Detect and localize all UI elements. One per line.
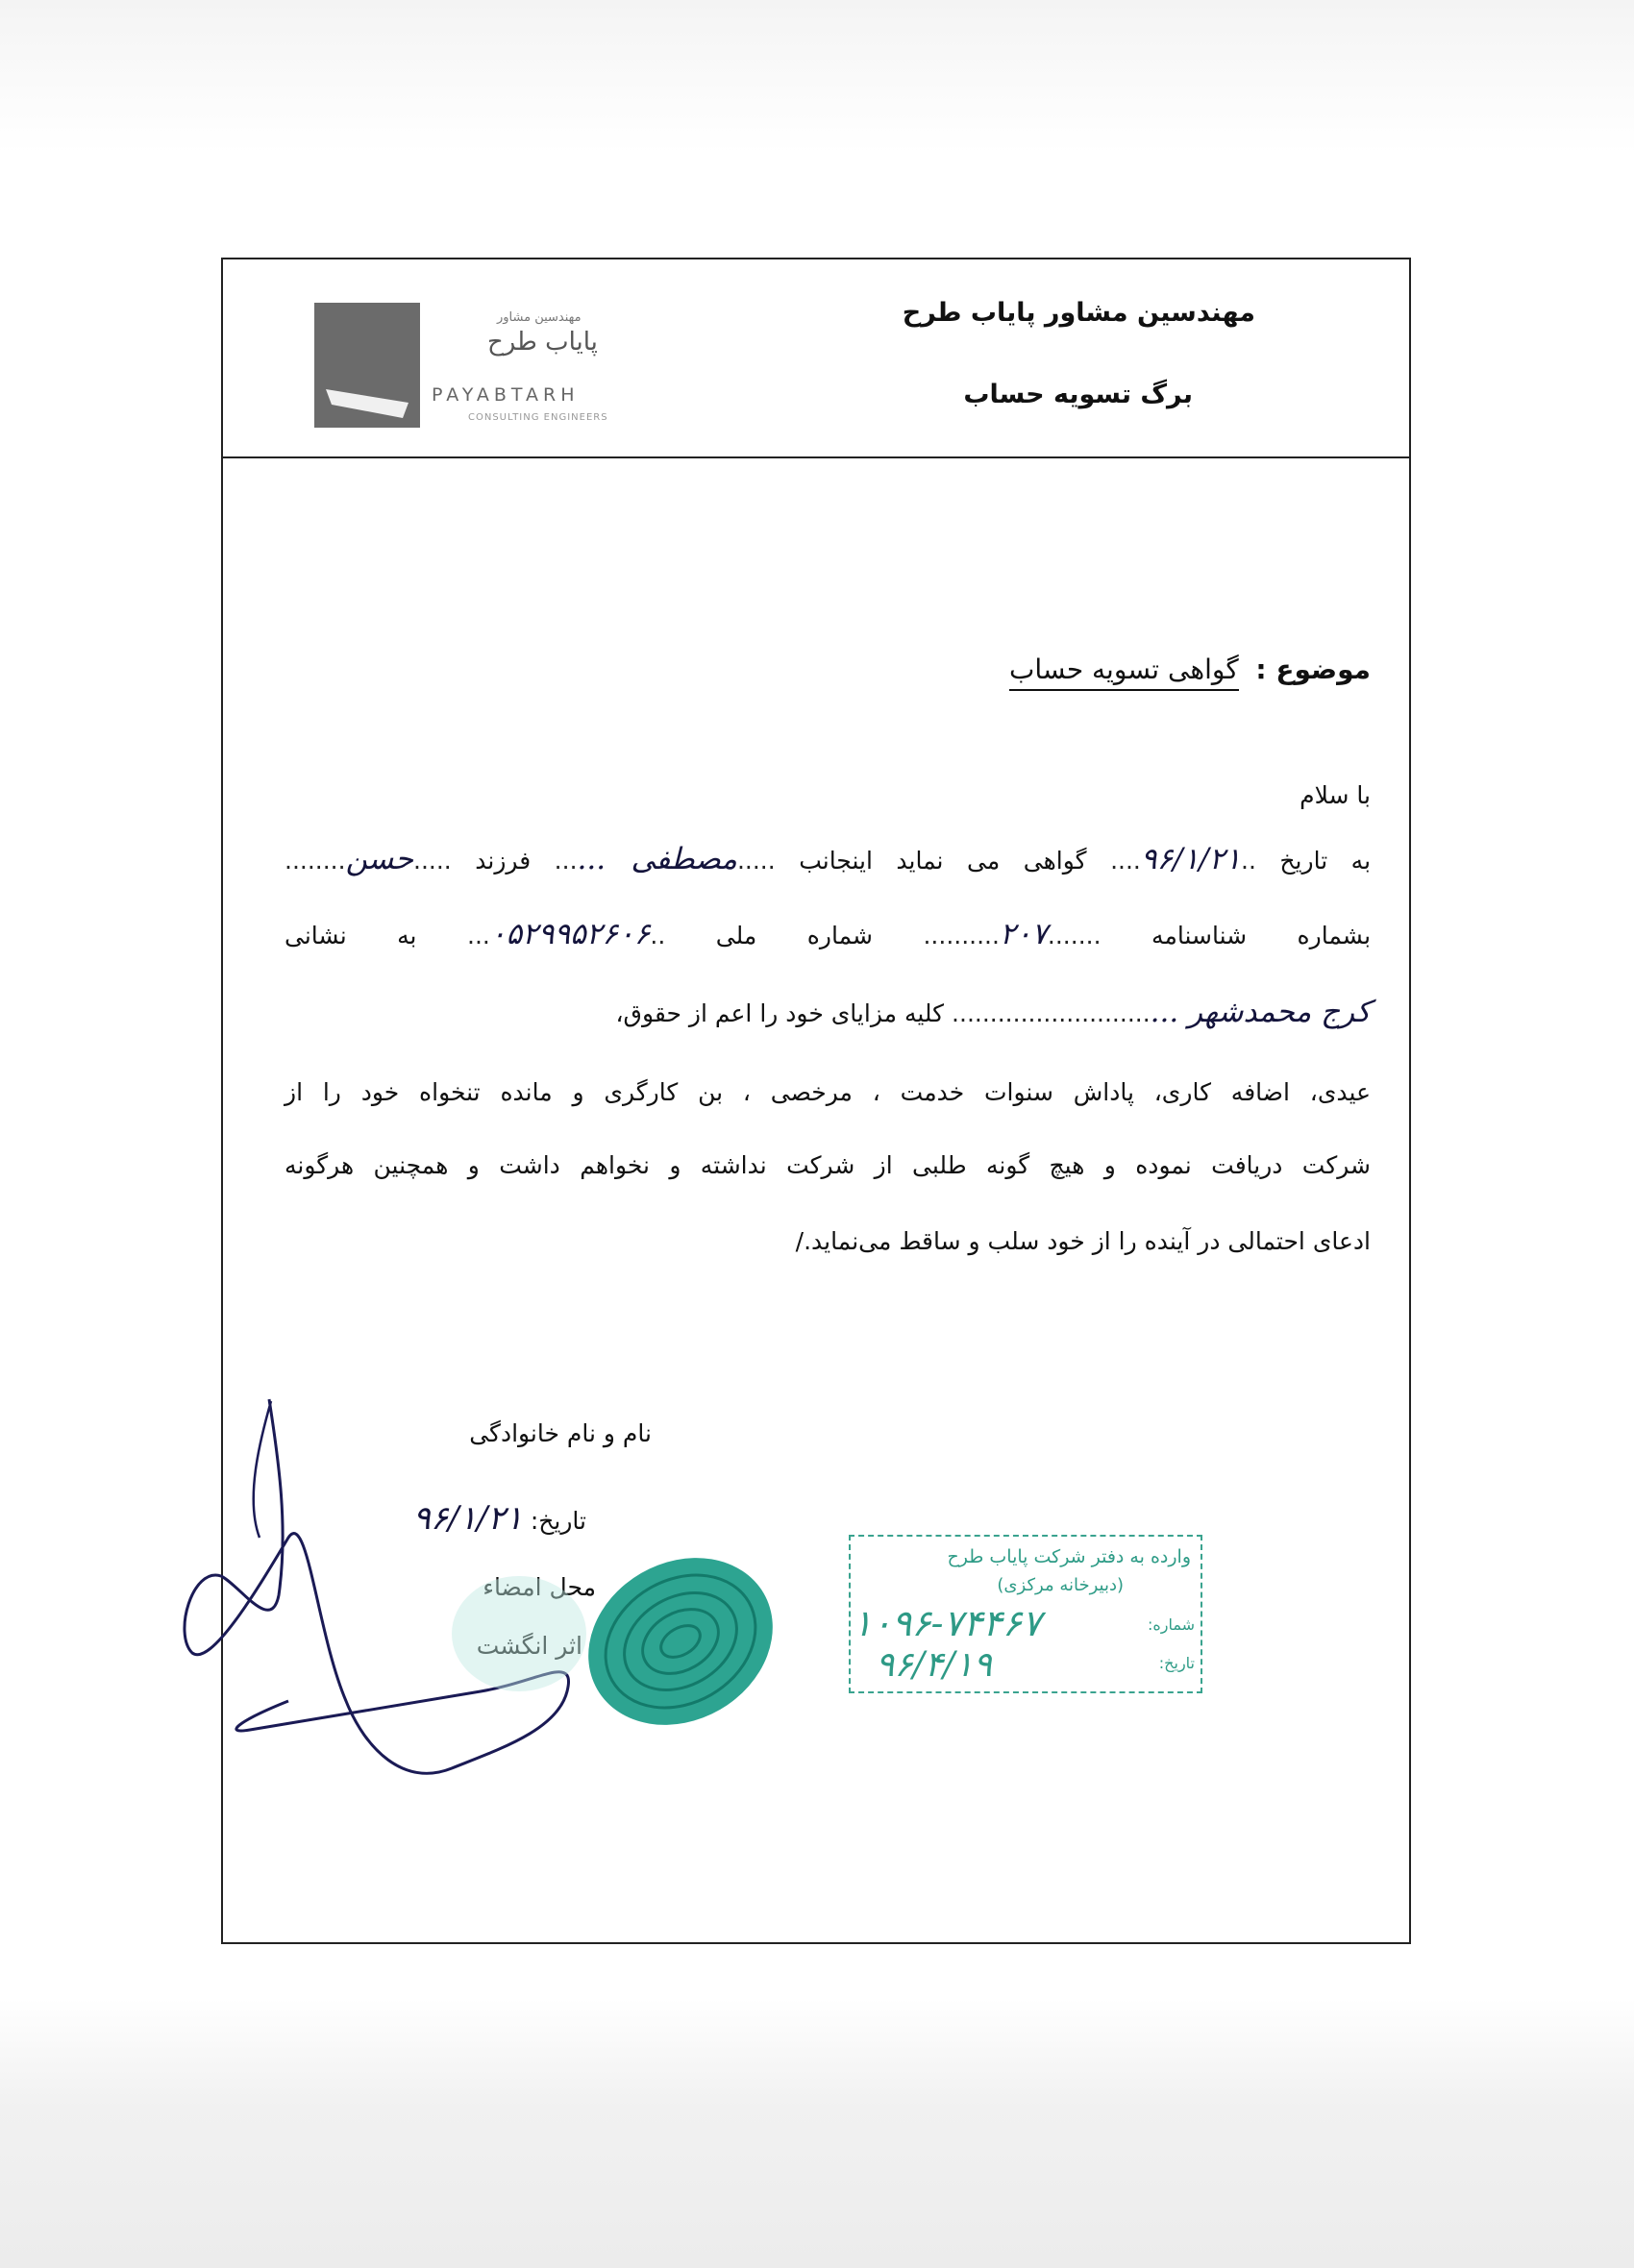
- text-id-number: بشماره شناسنامه: [1151, 922, 1372, 949]
- logo-name-en: PAYABTARH: [432, 384, 580, 406]
- handwritten-national-id: ۰۵۲۹۹۵۲۶۰۶: [489, 917, 651, 951]
- handwritten-father-name: حسن: [345, 842, 413, 876]
- handwritten-address: کرج محمدشهر ...: [1150, 995, 1371, 1029]
- signature-tail: [254, 1401, 271, 1538]
- handwritten-date: ۹۶/۱/۲۱: [1140, 842, 1241, 876]
- text-child-of: فرزند: [475, 847, 532, 875]
- sign-date-label: تاریخ:: [530, 1507, 586, 1535]
- stamp-date-label: تاریخ:: [1158, 1654, 1195, 1672]
- handwritten-id-number: ۲۰۷: [999, 917, 1048, 951]
- logo-subtitle-fa: مهندسین مشاور: [497, 310, 582, 325]
- ink-smudge: [452, 1576, 586, 1691]
- subject-label: موضوع :: [1255, 653, 1371, 685]
- stamp-date: ۹۶/۴/۱۹: [876, 1645, 992, 1685]
- form-name: برگ تسویه حساب: [963, 380, 1193, 409]
- stamp-number: ۱۰۹۶-۷۴۴۶۷: [853, 1602, 1042, 1644]
- logo-subtitle-en: CONSULTING ENGINEERS: [468, 412, 608, 423]
- stamp-title: وارده به دفتر شرکت پایاب طرح: [947, 1546, 1191, 1567]
- name-label: نام و نام خانوادگی: [469, 1419, 652, 1447]
- text-on-date: به تاریخ: [1279, 847, 1372, 875]
- handwritten-name: مصطفی ...: [577, 842, 737, 876]
- body-line-6: ادعای احتمالی در آینده را از خود سلب و ساقط می‌نماید./: [795, 1227, 1371, 1255]
- body-line-1: به تاریخ ..۹۶/۱/۲۱.... گواهی می نماید اینجانب .....مصطفی ...... فرزند .....حسن........: [285, 842, 1372, 876]
- subject-value: گواهی تسویه حساب: [1009, 653, 1239, 691]
- body-line-4: عیدی، اضافه کاری، پاداش سنوات خدمت ، مرخصی ، بن کارگری و مانده تنخواه خود را از: [285, 1078, 1371, 1106]
- stamp-number-label: شماره:: [1147, 1615, 1195, 1634]
- logo-name-fa: پایاب طرح: [487, 328, 598, 357]
- fingerprint-icon: [557, 1525, 803, 1758]
- handwritten-sign-date: ۹۶/۱/۲۱: [412, 1499, 523, 1538]
- company-name: مهندسین مشاور پایاب طرح: [902, 298, 1255, 328]
- signature-label: محل امضاء: [483, 1573, 596, 1601]
- stamp-subtitle: (دبیرخانه مرکزی): [997, 1575, 1124, 1595]
- fingerprint-label: اثر انگشت: [476, 1632, 582, 1660]
- text-benefits: کلیه مزایای خود را اعم از حقوق،: [615, 999, 945, 1027]
- text-certifies: گواهی می نماید اینجانب: [799, 847, 1087, 875]
- body-line-2: بشماره شناسنامه .......۲۰۷.......... شماره ملی ..۰۵۲۹۹۵۲۶۰۶... به نشانی: [285, 917, 1372, 951]
- text-national-id: شماره ملی: [715, 922, 873, 949]
- text-address: به نشانی: [285, 922, 417, 949]
- greeting: با سلام: [1300, 781, 1371, 809]
- body-line-5: شرکت دریافت نموده و هیچ گونه طلبی از شرکت نداشته و نخواهم داشت و همچنین هرگونه: [285, 1151, 1371, 1179]
- body-line-3: کرج محمدشهر ............................. کلیه مزایای خود را اعم از حقوق،: [615, 995, 1371, 1029]
